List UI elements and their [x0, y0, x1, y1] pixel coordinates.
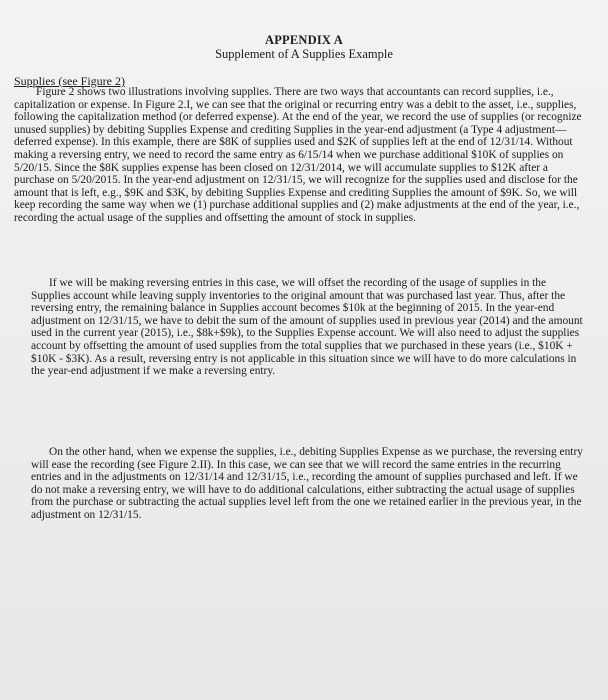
appendix-title: APPENDIX A [264, 33, 344, 47]
appendix-subtitle: Supplement of A Supplies Example [215, 47, 393, 61]
paragraph-2: If we will be making reversing entries in this case, we will offset the recording of the usage of supplies in the Supplies account while leaving supply inventories to the original amount that was purchased last year. Thus, after the reversing entry, the remaining balance in Supplies account becomes $10k at the beginning of 2015. In the year-end adjustment on 12/31/15, we have to debit the sum of the amount of supplies used in previous year (2014) and the amount used in the current year (2015), i.e., $8k+$9k), to the Supplies Expense account. We will also need to adjust the supplies account by offsetting the amount of used supplies from the total supplies that we purchased in these years (i.e., $10K + $10K - $3K). As a result, reversing entry is not applicable in this situation since we will have to do more calculations in the year-end adjustment if we make a reversing entry. [31, 277, 583, 378]
section-heading: Supplies (see Figure 2) [14, 74, 125, 88]
paragraph-3: On the other hand, when we expense the supplies, i.e., debiting Supplies Expense as we purchase, the reversing entry will ease the recording (see Figure 2.II). In this case, we can see that we will record the same entries in the recurring entries and in the adjustments on 12/31/14 and 12/31/15, i.e., recording the amount of supplies purchased and left. If we do not make a reversing entry, we will have to do additional calculations, either subtracting the actual usage of supplies from the purchase or subtracting the actual supplies level left from the one we retained earlier in the previous year, in the adjustment on 12/31/15. [31, 446, 583, 521]
paragraph-1: Figure 2 shows two illustrations involving supplies. There are two ways that accountants can record supplies, i.e., capitalization or expense. In Figure 2.I, we can see that the original or recurring entry was a debit to the asset, i.e., supplies, following the capitalization method (or deferred expense). At the end of the year, we record the use of supplies (or recognize unused supplies) by debiting Supplies Expense and crediting Supplies in the year-end adjustment (a Type 4 adjustment—deferred expense). In this example, there are $8K of supplies used and $2K of supplies left at the end of 12/31/14. Without making a reversing entry, we need to record the same entry as 6/15/14 when we purchase additional $10K of supplies on 5/20/15. Since the $8K supplies expense has been closed on 12/31/2014, we will accumulate supplies to $12K after a purchase on 5/20/2015. In the year-end adjustment on 12/31/15, we will recognize for the supplies used and disclose for the amount that is left, e.g., $9K and $3K, by debiting Supplies Expense and crediting Supplies the amount of $9K. So, we will keep recording the same way when we (1) purchase additional supplies and (2) make adjustments at the end of the year, i.e., recording the actual usage of the supplies and offsetting the amount of stock in supplies. [14, 86, 582, 224]
